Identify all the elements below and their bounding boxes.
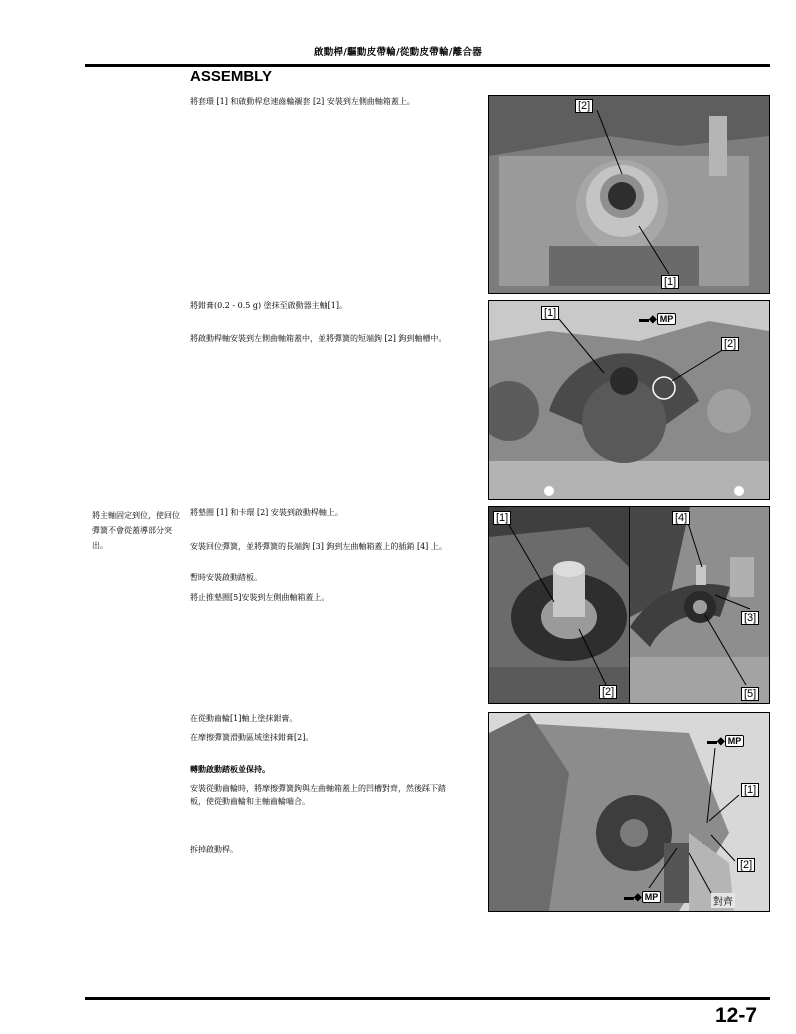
figure-3-label-1: [1] (493, 511, 511, 525)
figure-4-photo (629, 506, 770, 704)
page-number: 12-7 (715, 1004, 758, 1027)
figure-4-label-3: [3] (741, 611, 759, 625)
figure-3-label-2: [2] (599, 685, 617, 699)
step-11: 安裝從動齒輪時，將摩擦彈簧鉤與左曲軸箱蓋上的凹槽對齊，然後踩下踏 板，使從動齒輪和主軸齒輪嚙合。 (190, 784, 446, 806)
figure-2-label-2: [2] (721, 337, 739, 351)
align-label: 對齊 (711, 893, 735, 908)
figure-4-label-4: [4] (672, 511, 690, 525)
figure-2-photo (488, 300, 770, 500)
figure-1-photo (488, 95, 770, 294)
figure-5-label-2: [2] (737, 858, 755, 872)
figure-2-label-1: [1] (541, 306, 559, 320)
header-rule (85, 64, 770, 67)
figure-1-label-2: [2] (575, 99, 593, 113)
figure-4-label-5: [5] (741, 687, 759, 701)
step-4: 將墊圈 [1] 和卡環 [2] 安裝到啟動桿軸上。 (190, 508, 343, 517)
step-7: 將止推墊圈[5]安裝到左側曲軸箱蓋上。 (190, 593, 330, 602)
step-10: 轉動啟動踏板並保持。 (190, 764, 270, 774)
figure-1-label-1: [1] (661, 275, 679, 289)
step-1: 將套環 [1] 和啟動桿怠速齒輪襯套 [2] 安裝到左側曲軸箱蓋上。 (190, 97, 415, 106)
step-8: 在從動齒輪[1]軸上塗抹鉗膏。 (190, 714, 298, 723)
figure-3-photo (488, 506, 630, 704)
mpi-text: MP (657, 313, 677, 325)
page-header: 啟動桿/驅動皮帶輪/從動皮帶輪/離合器 (313, 47, 483, 58)
molybdenum-grease-icon-2: ▬◆ MP (624, 891, 661, 903)
molybdenum-grease-icon: ▬◆ MP (639, 313, 676, 325)
step-12: 拆掉啟動桿。 (190, 845, 238, 854)
figure-5-label-1: [1] (741, 783, 759, 797)
step-6: 暫時安裝啟動踏板。 (190, 573, 262, 582)
step-9: 在摩擦彈簧滑動區域塗抹鉗膏[2]。 (190, 733, 314, 742)
section-title: ASSEMBLY (190, 68, 272, 85)
step-2: 將鉗膏(0.2 - 0.5 g) 塗抹至啟動器主軸[1]。 (190, 301, 348, 310)
side-note: 將主軸固定到位，使回位彈簧不會從蓋導部分突出。 (92, 511, 180, 550)
figure-5-photo (488, 712, 770, 912)
footer-rule (85, 997, 770, 1000)
step-3: 將啟動桿軸安裝到左側曲軸箱蓋中，並將彈簧的短端鉤 [2] 鉤到軸槽中。 (190, 334, 447, 343)
step-5: 安裝回位彈簧，並將彈簧的長端鉤 [3] 鉤到左曲軸箱蓋上的插銷 [4] 上。 (190, 542, 447, 551)
molybdenum-grease-icon: ▬◆ MP (707, 735, 744, 747)
mpi-text-2: MP (642, 891, 662, 903)
mpi-text: MP (725, 735, 745, 747)
